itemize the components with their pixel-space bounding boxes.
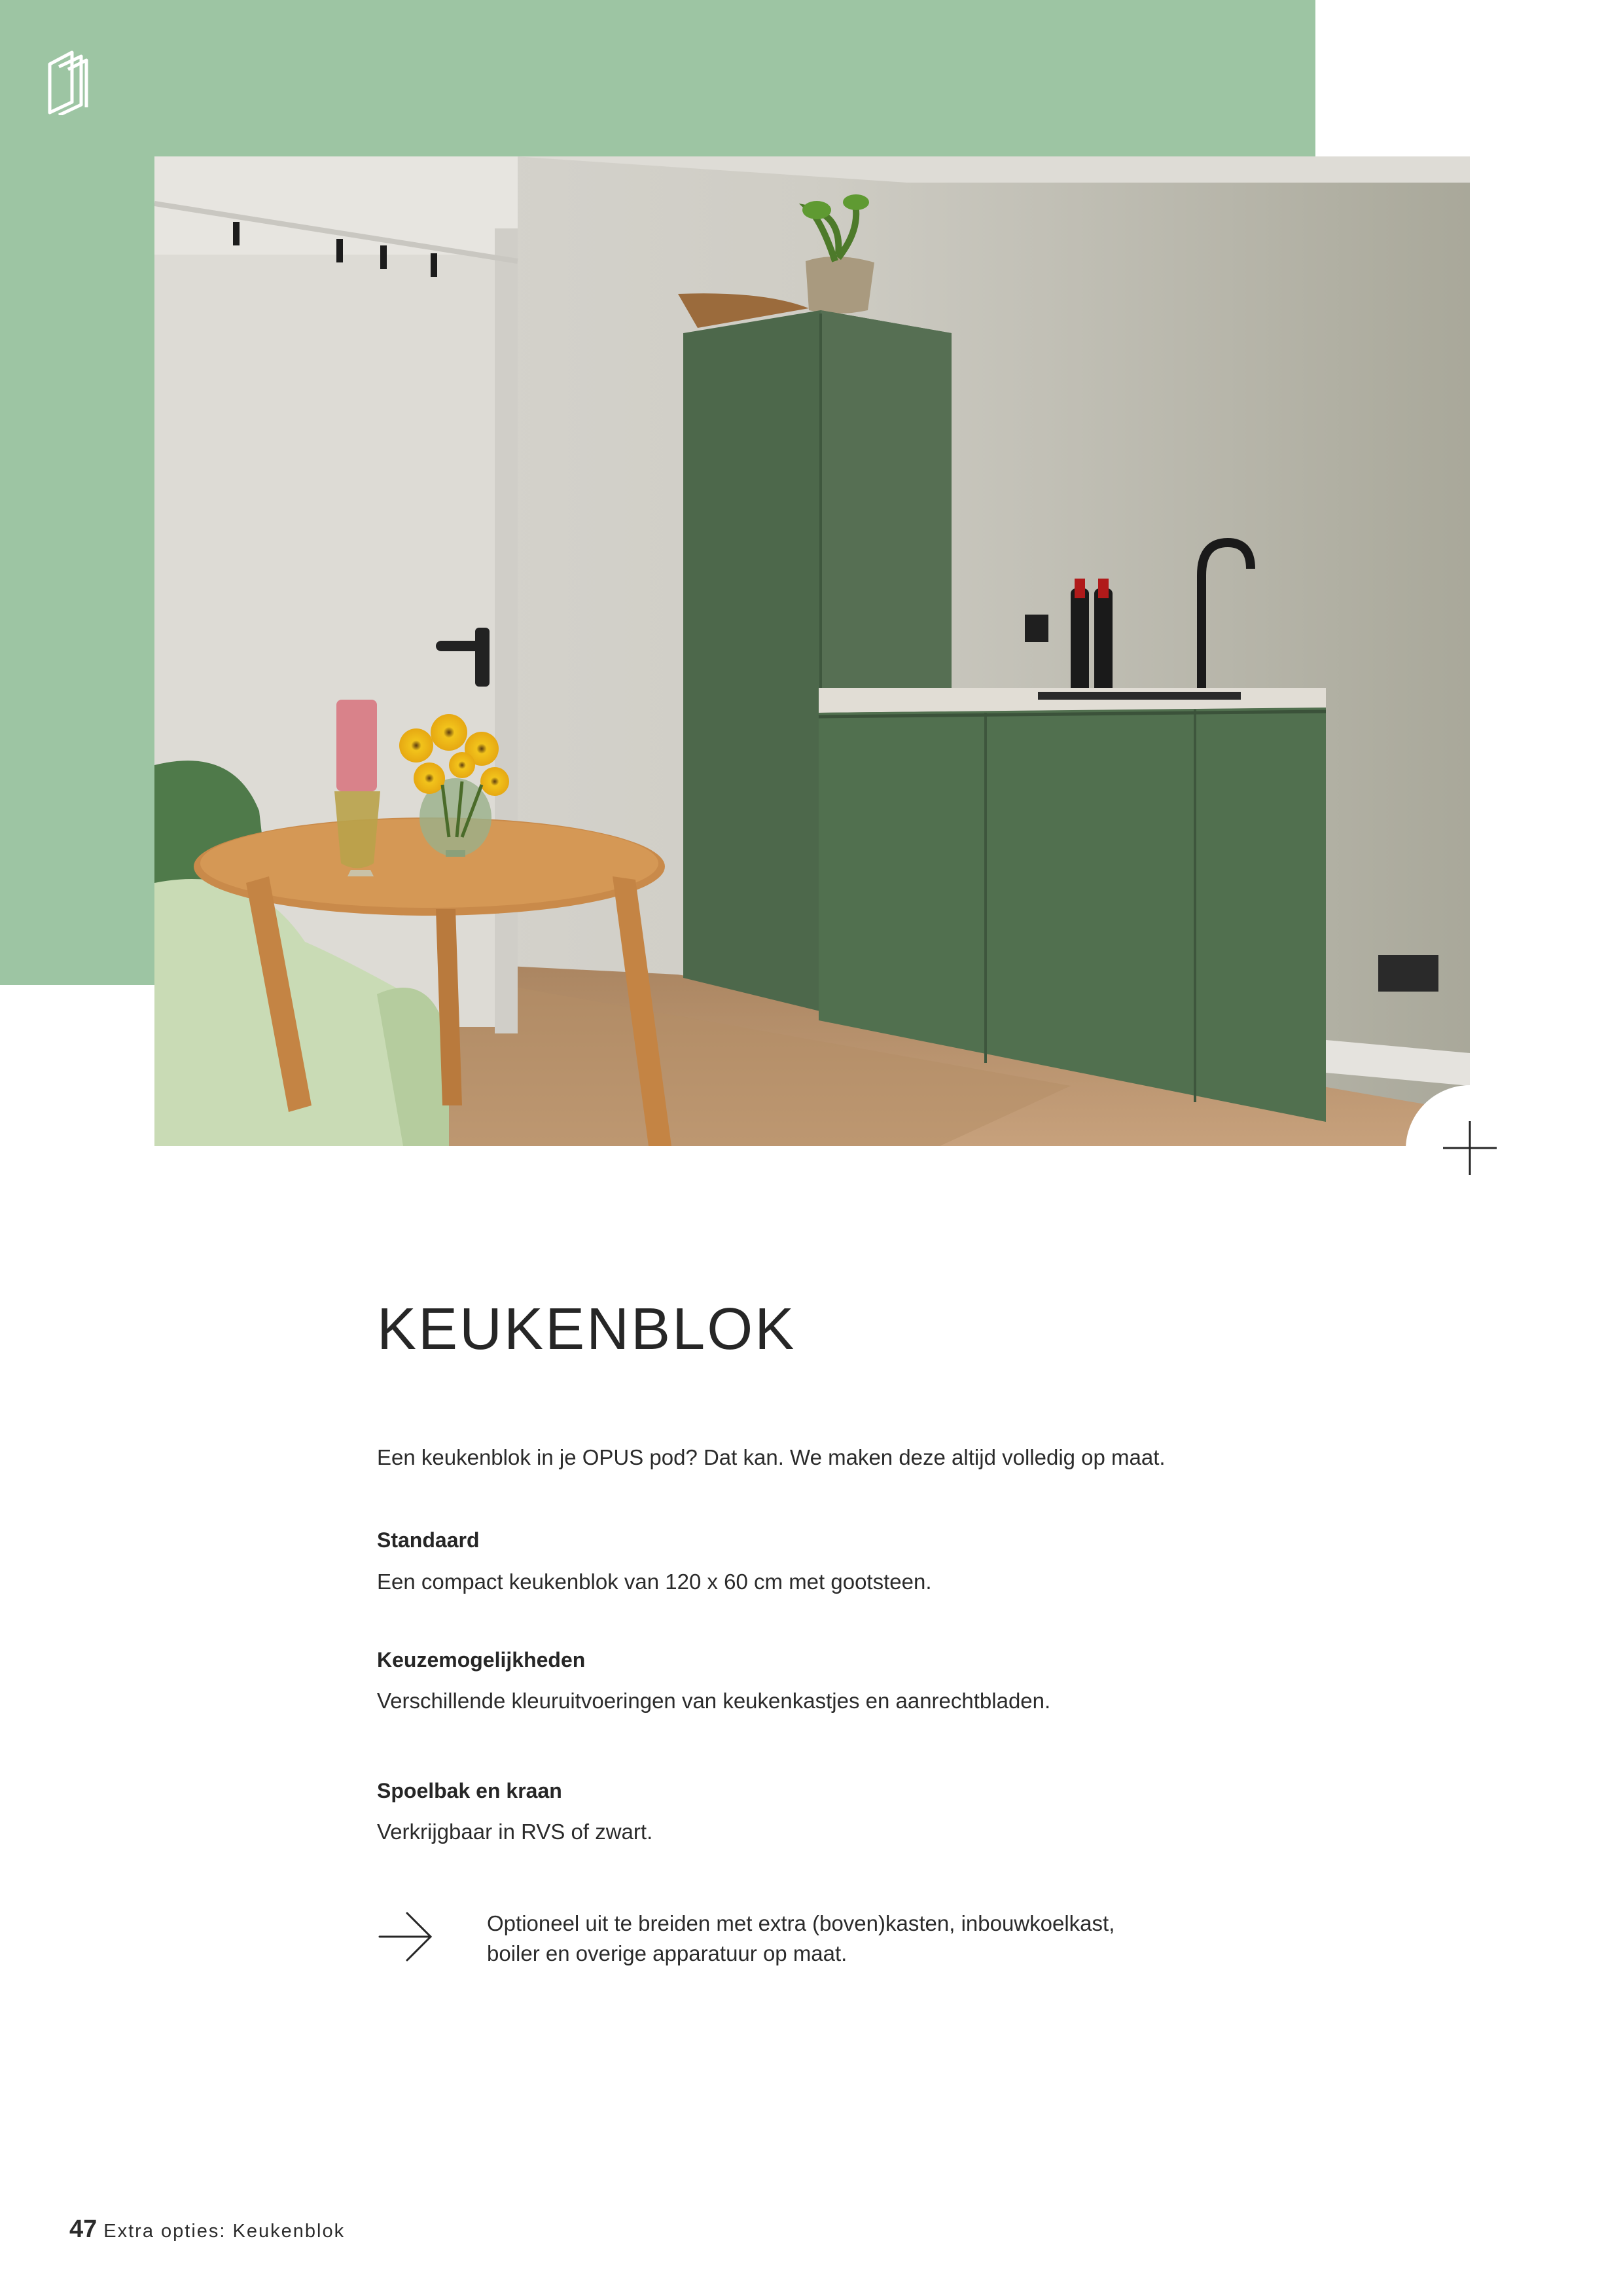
page-number: 47 [69, 2215, 98, 2243]
section-text-spoelbak: Verkrijgbaar in RVS of zwart. [377, 1820, 653, 1844]
section-title-standaard: Standaard [377, 1528, 480, 1552]
opus-logo-icon [46, 50, 90, 115]
kitchen-photo [154, 156, 1470, 1146]
section-title-spoelbak: Spoelbak en kraan [377, 1779, 562, 1803]
note-line-1: Optioneel uit te breiden met extra (boven)kasten, inbouwkoelkast, [487, 1911, 1115, 1935]
plus-icon [1443, 1121, 1497, 1175]
optional-extension-note [487, 1909, 1115, 1969]
section-text-keuzemogelijkheden: Verschillende kleuruitvoeringen van keukenkastjes en aanrechtbladen. [377, 1689, 1051, 1713]
note-line-2: boiler en overige apparatuur op maat. [487, 1941, 847, 1965]
section-title-keuzemogelijkheden: Keuzemogelijkheden [377, 1648, 586, 1672]
footer-section-label: Extra opties: Keukenblok [103, 2221, 346, 2242]
page-title: KEUKENBLOK [377, 1297, 796, 1362]
intro-text: Een keukenblok in je OPUS pod? Dat kan. We maken deze altijd volledig op maat. [377, 1445, 1166, 1469]
page-footer [69, 2215, 345, 2244]
section-text-standaard: Een compact keukenblok van 120 x 60 cm met gootsteen. [377, 1570, 932, 1594]
arrow-right-icon [378, 1912, 433, 1962]
